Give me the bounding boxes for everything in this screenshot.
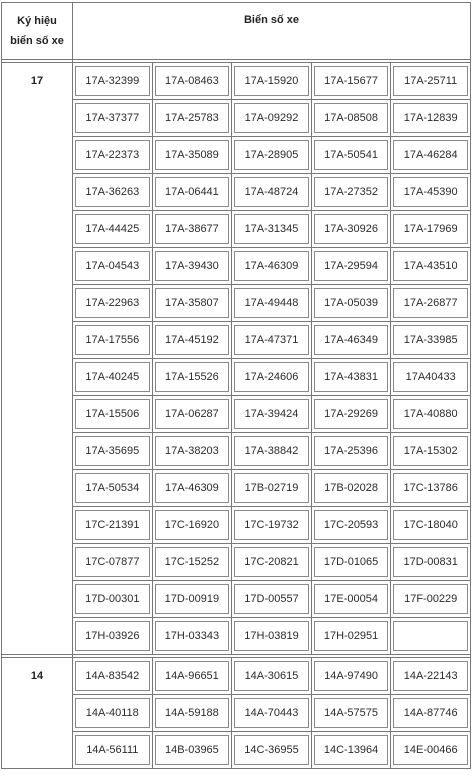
plate-cell [391, 359, 471, 396]
plate-number: 17A-27352 [314, 177, 389, 207]
plate-number: 17A-49448 [234, 288, 309, 318]
plate-cell [152, 618, 232, 655]
plate-number: 17E-00054 [314, 584, 389, 614]
plate-cell [73, 732, 153, 769]
plate-number: 17A-09292 [234, 103, 309, 133]
plate-number: 17F-00229 [393, 584, 468, 614]
plate-number: 17A-44425 [75, 214, 150, 244]
plate-cell [152, 433, 232, 470]
plate-cell [152, 470, 232, 507]
plate-number: 17B-02028 [314, 473, 389, 503]
plate-cell [232, 174, 312, 211]
plate-number: 17A-15526 [155, 362, 230, 392]
plate-number: 17C-20593 [314, 510, 389, 540]
plate-number: 17A-26877 [393, 288, 468, 318]
plate-number: 14A-59188 [155, 698, 230, 728]
plate-number: 17A-25783 [155, 103, 230, 133]
plate-cell [311, 433, 391, 470]
plate-number [393, 621, 468, 651]
plate-cell [152, 211, 232, 248]
plate-cell [391, 285, 471, 322]
plate-cell [391, 618, 471, 655]
table-row [2, 396, 471, 433]
plate-cell [73, 174, 153, 211]
plate-cell [73, 211, 153, 248]
plate-cell [152, 322, 232, 359]
plate-number: 17A-35695 [75, 436, 150, 466]
plate-cell [152, 732, 232, 769]
plate-cell [232, 433, 312, 470]
plate-cell [311, 544, 391, 581]
plate-number: 17A-31345 [234, 214, 309, 244]
plate-cell [73, 63, 153, 100]
plate-cell [232, 63, 312, 100]
plate-number: 17A-25396 [314, 436, 389, 466]
plate-number-table [1, 2, 471, 769]
plate-cell [73, 618, 153, 655]
plate-number: 17A-30926 [314, 214, 389, 244]
table-row [2, 544, 471, 581]
table-body [2, 3, 471, 769]
plate-cell [152, 544, 232, 581]
plate-cell [232, 732, 312, 769]
plate-cell [232, 285, 312, 322]
plate-number: 17A-12839 [393, 103, 468, 133]
plate-number: 17A-35807 [155, 288, 230, 318]
plate-cell [311, 63, 391, 100]
plate-cell [152, 695, 232, 732]
plate-cell [391, 470, 471, 507]
plate-number: 17A-15677 [314, 66, 389, 96]
table-row [2, 285, 471, 322]
plate-number: 17D-00301 [75, 584, 150, 614]
plate-number: 17A-40245 [75, 362, 150, 392]
plate-cell [232, 695, 312, 732]
plate-number: 17A-06441 [155, 177, 230, 207]
plate-cell [152, 248, 232, 285]
plate-number: 17A-45390 [393, 177, 468, 207]
table-row [2, 618, 471, 655]
plate-number: 17H-03819 [234, 621, 309, 651]
plate-cell [311, 695, 391, 732]
plate-number: 14C-13964 [314, 735, 389, 765]
table-row [2, 433, 471, 470]
plate-number: 17A-29594 [314, 251, 389, 281]
plate-cell [232, 396, 312, 433]
plate-number: 17A-46309 [234, 251, 309, 281]
plate-number: 17D-01065 [314, 547, 389, 577]
plate-number: 17A40433 [393, 362, 468, 392]
table-row [2, 470, 471, 507]
plate-number: 17C-07877 [75, 547, 150, 577]
plate-cell [391, 322, 471, 359]
table-row [2, 248, 471, 285]
header-plate-code [2, 3, 73, 60]
plate-number: 17C-19732 [234, 510, 309, 540]
plate-cell [391, 174, 471, 211]
plate-cell [391, 63, 471, 100]
group-plate-code: 17 [2, 63, 73, 655]
plate-cell [391, 732, 471, 769]
plate-cell [391, 248, 471, 285]
table-row [2, 507, 471, 544]
plate-number: 17A-32399 [75, 66, 150, 96]
plate-cell [232, 248, 312, 285]
plate-cell [73, 581, 153, 618]
plate-number: 17A-25711 [393, 66, 468, 96]
plate-cell [73, 285, 153, 322]
plate-cell [391, 396, 471, 433]
plate-number: 14A-97490 [314, 661, 389, 691]
plate-number: 14A-87746 [393, 698, 468, 728]
plate-cell [311, 618, 391, 655]
plate-number: 17A-22963 [75, 288, 150, 318]
plate-number: 17C-15252 [155, 547, 230, 577]
table-row [2, 137, 471, 174]
plate-cell [152, 100, 232, 137]
plate-cell [391, 211, 471, 248]
plate-number: 17A-50541 [314, 140, 389, 170]
plate-number: 17A-43831 [314, 362, 389, 392]
plate-cell [73, 248, 153, 285]
plate-number: 17A-33985 [393, 325, 468, 355]
plate-number: 17D-00919 [155, 584, 230, 614]
plate-number: 14A-70443 [234, 698, 309, 728]
plate-number: 14A-83542 [75, 661, 150, 691]
table-row [2, 359, 471, 396]
plate-number: 14C-36955 [234, 735, 309, 765]
plate-number: 14A-57575 [314, 698, 389, 728]
plate-number: 17D-00557 [234, 584, 309, 614]
plate-cell [73, 433, 153, 470]
plate-cell [232, 544, 312, 581]
plate-cell [152, 507, 232, 544]
plate-number-sheet [1, 2, 471, 778]
plate-cell [152, 396, 232, 433]
group-plate-code: 14 [2, 658, 73, 769]
plate-cell [311, 470, 391, 507]
plate-cell [73, 658, 153, 695]
plate-cell [311, 248, 391, 285]
table-row [2, 174, 471, 211]
plate-cell [311, 658, 391, 695]
plate-cell [232, 470, 312, 507]
table-row [2, 100, 471, 137]
table-row [2, 581, 471, 618]
plate-cell [73, 137, 153, 174]
plate-number: 17C-16920 [155, 510, 230, 540]
plate-cell [73, 322, 153, 359]
plate-number: 17A-04543 [75, 251, 150, 281]
plate-cell [73, 359, 153, 396]
plate-cell [232, 658, 312, 695]
plate-cell [152, 285, 232, 322]
plate-number: 17A-37377 [75, 103, 150, 133]
table-row [2, 658, 471, 695]
plate-number: 17A-39424 [234, 399, 309, 429]
plate-cell [311, 174, 391, 211]
plate-cell [73, 544, 153, 581]
plate-cell [311, 507, 391, 544]
plate-number: 14B-03965 [155, 735, 230, 765]
plate-cell [311, 137, 391, 174]
plate-cell [152, 581, 232, 618]
plate-cell [391, 544, 471, 581]
header-row [2, 3, 471, 60]
plate-cell [311, 211, 391, 248]
plate-cell [311, 322, 391, 359]
plate-number: 17A-05039 [314, 288, 389, 318]
table-row [2, 322, 471, 359]
plate-cell [311, 100, 391, 137]
plate-number: 14A-96651 [155, 661, 230, 691]
plate-cell [311, 581, 391, 618]
plate-number: 17B-02719 [234, 473, 309, 503]
plate-cell [152, 174, 232, 211]
table-row [2, 63, 471, 100]
plate-cell [232, 211, 312, 248]
plate-number: 17D-00831 [393, 547, 468, 577]
plate-cell [73, 695, 153, 732]
plate-cell [391, 695, 471, 732]
plate-number: 17C-21391 [75, 510, 150, 540]
plate-number: 17H-03343 [155, 621, 230, 651]
plate-cell [73, 100, 153, 137]
plate-number: 17A-36263 [75, 177, 150, 207]
plate-number: 17A-28905 [234, 140, 309, 170]
header-plate-code-line1: Ký hiệu [17, 15, 57, 27]
plate-number: 17A-15506 [75, 399, 150, 429]
plate-number: 17A-24606 [234, 362, 309, 392]
header-plate-code-line2: biển số xe [10, 35, 64, 47]
plate-number: 14A-30615 [234, 661, 309, 691]
plate-number: 17H-02951 [314, 621, 389, 651]
plate-number: 17A-46349 [314, 325, 389, 355]
plate-number: 17A-50534 [75, 473, 150, 503]
plate-cell [311, 285, 391, 322]
plate-number: 17A-43510 [393, 251, 468, 281]
plate-cell [391, 507, 471, 544]
plate-cell [152, 63, 232, 100]
plate-number: 14A-56111 [75, 735, 150, 765]
plate-number: 17A-22373 [75, 140, 150, 170]
plate-number: 17C-18040 [393, 510, 468, 540]
plate-number: 17A-47371 [234, 325, 309, 355]
plate-cell [73, 396, 153, 433]
plate-number: 14A-22143 [393, 661, 468, 691]
plate-cell [311, 359, 391, 396]
plate-cell [152, 359, 232, 396]
plate-cell [232, 507, 312, 544]
plate-cell [391, 137, 471, 174]
plate-cell [232, 322, 312, 359]
plate-cell [73, 507, 153, 544]
plate-cell [391, 658, 471, 695]
plate-cell [232, 137, 312, 174]
plate-number: 17A-38677 [155, 214, 230, 244]
plate-cell [232, 581, 312, 618]
plate-number: 17C-13786 [393, 473, 468, 503]
plate-number: 17A-35089 [155, 140, 230, 170]
header-plate-numbers: Biển số xe [73, 3, 471, 60]
plate-number: 17C-20821 [234, 547, 309, 577]
plate-cell [391, 433, 471, 470]
plate-number: 17A-08463 [155, 66, 230, 96]
plate-number: 17A-39430 [155, 251, 230, 281]
plate-cell [152, 658, 232, 695]
plate-number: 17A-29269 [314, 399, 389, 429]
plate-cell [232, 100, 312, 137]
plate-cell [152, 137, 232, 174]
plate-number: 17A-15920 [234, 66, 309, 96]
plate-number: 17A-46309 [155, 473, 230, 503]
plate-number: 17A-45192 [155, 325, 230, 355]
plate-cell [73, 470, 153, 507]
plate-number: 17A-38203 [155, 436, 230, 466]
plate-number: 17A-48724 [234, 177, 309, 207]
plate-number: 14A-40118 [75, 698, 150, 728]
plate-number: 17A-15302 [393, 436, 468, 466]
plate-cell [232, 618, 312, 655]
plate-number: 17A-17969 [393, 214, 468, 244]
plate-number: 17A-08508 [314, 103, 389, 133]
plate-number: 17A-17556 [75, 325, 150, 355]
plate-number: 17A-38842 [234, 436, 309, 466]
plate-number: 17A-06287 [155, 399, 230, 429]
plate-cell [311, 396, 391, 433]
plate-number: 17A-46284 [393, 140, 468, 170]
plate-number: 17H-03926 [75, 621, 150, 651]
table-row [2, 695, 471, 732]
table-row [2, 211, 471, 248]
plate-cell [391, 581, 471, 618]
plate-cell [391, 100, 471, 137]
plate-number: 17A-40880 [393, 399, 468, 429]
table-row [2, 732, 471, 769]
plate-number: 14E-00466 [393, 735, 468, 765]
plate-cell [232, 359, 312, 396]
plate-cell [311, 732, 391, 769]
